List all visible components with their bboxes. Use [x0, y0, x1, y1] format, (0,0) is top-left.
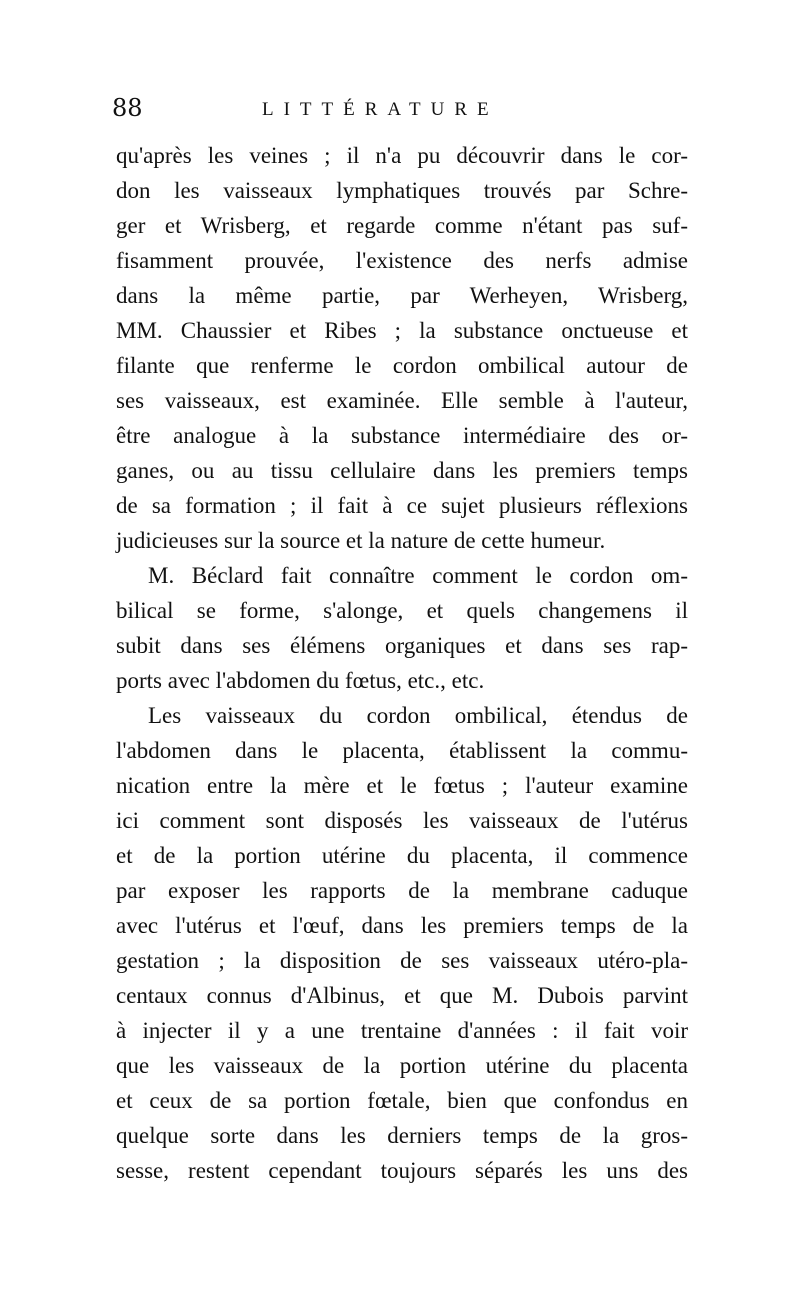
text-line: qu'après les veines ; il n'a pu découvrir dans le cor-	[116, 143, 688, 168]
text-line: nication entre la mère et le fœtus ; l'auteur examine	[116, 773, 688, 798]
text-line: filante que renferme le cordon ombilical autour de	[116, 353, 688, 378]
text-line: dans la même partie, par Werheyen, Wrisberg,	[116, 283, 688, 308]
running-title: LITTÉRATURE	[262, 99, 499, 120]
paragraph-first-line: M. Béclard fait connaître comment le cordon om-	[148, 563, 688, 588]
text-line: et de la portion utérine du placenta, il commence	[116, 843, 688, 868]
text-line: de sa formation ; il fait à ce sujet plusieurs réflexions	[116, 493, 688, 518]
text-line: subit dans ses élémens organiques et dans ses rap-	[116, 633, 688, 658]
text-line: MM. Chaussier et Ribes ; la substance onctueuse et	[116, 318, 688, 343]
text-line: ger et Wrisberg, et regarde comme n'étant pas suf-	[116, 213, 688, 238]
text-line: ses vaisseaux, est examinée. Elle semble à l'auteur,	[116, 388, 688, 413]
text-line: avec l'utérus et l'œuf, dans les premiers temps de la	[116, 913, 688, 938]
text-line: à injecter il y a une trentaine d'années : il fait voir	[116, 1018, 688, 1043]
text-line: gestation ; la disposition de ses vaisseaux utéro-pla-	[116, 948, 688, 973]
text-line: bilical se forme, s'alonge, et quels changemens il	[116, 598, 688, 623]
text-line: l'abdomen dans le placenta, établissent la commu-	[116, 738, 688, 763]
paragraph-first-line: Les vaisseaux du cordon ombilical, étendus de	[148, 703, 688, 728]
running-head	[112, 92, 688, 132]
text-line: ici comment sont disposés les vaisseaux de l'utérus	[116, 808, 688, 833]
text-line: judicieuses sur la source et la nature de cette humeur.	[116, 528, 606, 553]
text-line: être analogue à la substance intermédiaire des or-	[116, 423, 688, 448]
text-line: ports avec l'abdomen du fœtus, etc., etc.	[116, 668, 485, 693]
page-number: 88	[112, 94, 143, 122]
text-line: et ceux de sa portion fœtale, bien que confondus en	[116, 1088, 688, 1113]
text-line: fisamment prouvée, l'existence des nerfs admise	[116, 248, 688, 273]
text-line: que les vaisseaux de la portion utérine du placenta	[116, 1053, 688, 1078]
text-line: centaux connus d'Albinus, et que M. Dubois parvint	[116, 983, 688, 1008]
body-text	[116, 138, 688, 1188]
text-line: quelque sorte dans les derniers temps de la gros-	[116, 1123, 688, 1148]
text-line: don les vaisseaux lymphatiques trouvés par Schre-	[116, 178, 688, 203]
text-line: sesse, restent cependant toujours séparés les uns des	[116, 1158, 688, 1183]
text-line: par exposer les rapports de la membrane caduque	[116, 878, 688, 903]
text-line: ganes, ou au tissu cellulaire dans les premiers temps	[116, 458, 688, 483]
